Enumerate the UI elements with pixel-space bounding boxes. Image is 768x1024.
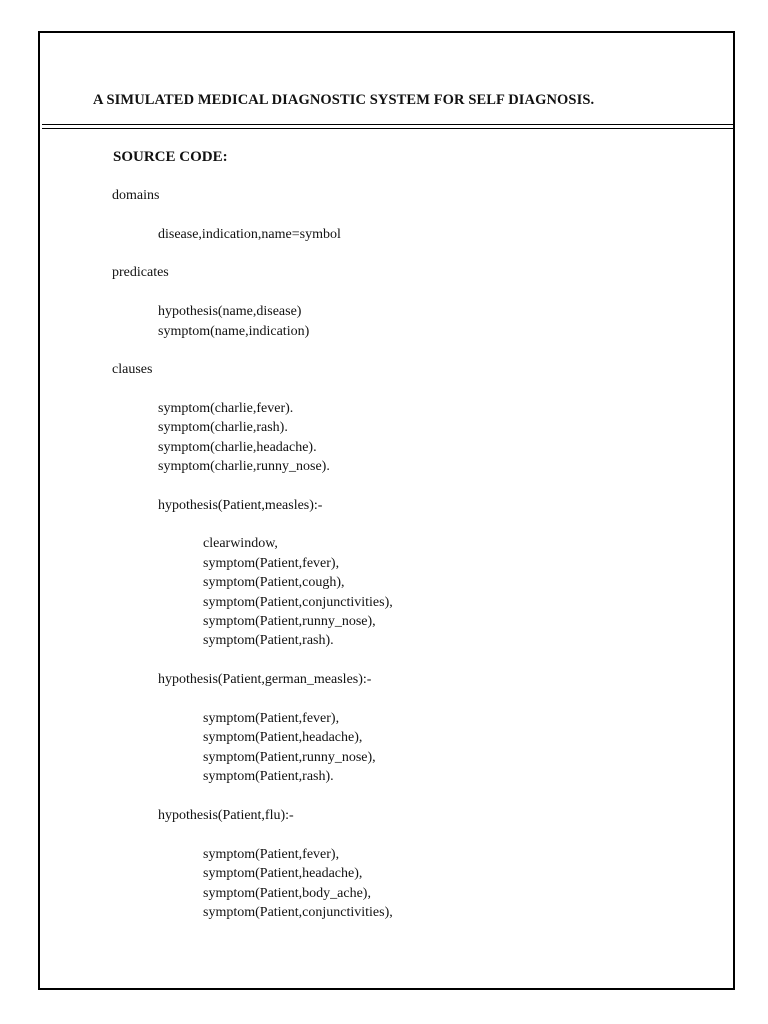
- code-rule-head: hypothesis(Patient,german_measles):-: [158, 672, 372, 687]
- code-line: symptom(Patient,fever),: [203, 556, 340, 571]
- code-line: symptom(Patient,headache),: [203, 866, 363, 881]
- document-title: A SIMULATED MEDICAL DIAGNOSTIC SYSTEM FOR SELF DIAGNOSIS.: [93, 92, 595, 108]
- code-line: symptom(name,indication): [158, 324, 310, 339]
- code-line: symptom(Patient,conjunctivities),: [203, 905, 393, 920]
- code-line: symptom(Patient,fever),: [203, 847, 340, 862]
- code-line: symptom(Patient,cough),: [203, 575, 345, 590]
- code-line: symptom(charlie,headache).: [158, 440, 317, 455]
- code-keyword-domains: domains: [112, 188, 160, 203]
- code-line: symptom(Patient,headache),: [203, 730, 363, 745]
- code-line: symptom(Patient,runny_nose),: [203, 614, 376, 629]
- code-line: hypothesis(name,disease): [158, 304, 302, 319]
- code-line: symptom(Patient,runny_nose),: [203, 750, 376, 765]
- title-divider: [42, 128, 733, 129]
- code-line: symptom(Patient,conjunctivities),: [203, 595, 393, 610]
- code-line: symptom(Patient,rash).: [203, 633, 334, 648]
- code-line: symptom(Patient,rash).: [203, 769, 334, 784]
- code-line: symptom(Patient,fever),: [203, 711, 340, 726]
- code-rule-head: hypothesis(Patient,measles):-: [158, 498, 323, 513]
- code-rule-head: hypothesis(Patient,flu):-: [158, 808, 294, 823]
- code-line: disease,indication,name=symbol: [158, 227, 341, 242]
- code-line: symptom(charlie,fever).: [158, 401, 294, 416]
- code-line: clearwindow,: [203, 536, 278, 551]
- code-line: symptom(charlie,rash).: [158, 420, 288, 435]
- code-keyword-predicates: predicates: [112, 265, 169, 280]
- code-keyword-clauses: clauses: [112, 362, 153, 377]
- section-heading: SOURCE CODE:: [113, 149, 228, 165]
- page-border: [38, 31, 735, 990]
- code-line: symptom(Patient,body_ache),: [203, 886, 371, 901]
- title-divider: [42, 124, 733, 125]
- code-line: symptom(charlie,runny_nose).: [158, 459, 330, 474]
